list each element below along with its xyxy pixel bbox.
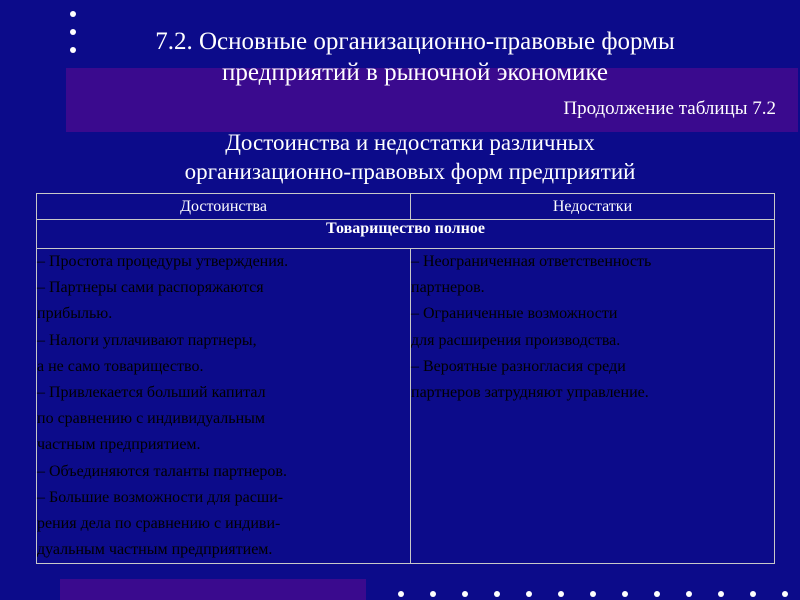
list-item: – Привлекается больший капитал bbox=[37, 384, 266, 402]
list-item: – Простота процедуры утверждения. bbox=[37, 253, 289, 270]
decor-dot bbox=[686, 591, 692, 597]
list-item: прибылью. bbox=[37, 305, 113, 323]
list-item: – Вероятные разногласия среди bbox=[411, 357, 626, 375]
list-item: партнеров затрудняют управление. bbox=[411, 384, 649, 402]
decor-dot bbox=[430, 591, 436, 597]
decor-dot bbox=[590, 591, 596, 597]
list-item: дуальным частным предприятием. bbox=[37, 541, 273, 559]
footer-band bbox=[60, 579, 366, 600]
decor-dot bbox=[782, 591, 788, 597]
decor-dot bbox=[622, 591, 628, 597]
decor-dot bbox=[462, 591, 468, 597]
list-item: по сравнению с индивидуальным bbox=[37, 410, 265, 428]
list-item: рения дела по сравнению с индиви- bbox=[37, 515, 281, 533]
subtitle-line: организационно-правовых форм предприятий bbox=[184, 159, 636, 184]
table-continuation-label: Продолжение таблицы 7.2 bbox=[563, 98, 776, 119]
list-item: партнеров. bbox=[411, 279, 485, 297]
table-subtitle bbox=[120, 128, 700, 186]
decor-dot bbox=[398, 591, 404, 597]
section-row bbox=[37, 220, 775, 249]
section-title: Товарищество полное bbox=[37, 220, 775, 249]
column-header-advantages: Достоинства bbox=[37, 194, 411, 220]
advantages-cell bbox=[37, 249, 411, 564]
decor-dot bbox=[654, 591, 660, 597]
column-header-disadvantages: Недостатки bbox=[411, 194, 775, 220]
table-row bbox=[37, 249, 775, 564]
title-line: 7.2. Основные организационно-правовые формы bbox=[155, 28, 675, 55]
decor-dot bbox=[494, 591, 500, 597]
list-item: – Неограниченная ответственность bbox=[411, 253, 652, 270]
list-item: – Ограниченные возможности bbox=[411, 305, 618, 323]
decor-dot bbox=[70, 11, 76, 17]
title-line: предприятий в рыночной экономике bbox=[221, 59, 609, 86]
list-item: для расширения производства. bbox=[411, 331, 621, 349]
list-item: – Объединяются таланты партнеров. bbox=[37, 462, 287, 480]
list-item: – Партнеры сами распоряжаются bbox=[37, 279, 264, 297]
table-header-row bbox=[37, 194, 775, 220]
page-title bbox=[110, 26, 720, 88]
disadvantages-cell bbox=[411, 249, 775, 564]
decor-dot bbox=[70, 29, 76, 35]
list-item: – Большие возможности для расши- bbox=[37, 488, 284, 506]
list-item: частным предприятием. bbox=[37, 436, 201, 454]
decor-dot bbox=[558, 591, 564, 597]
decor-dot bbox=[718, 591, 724, 597]
decor-dot bbox=[70, 47, 76, 53]
comparison-table bbox=[36, 193, 775, 564]
decor-dot bbox=[526, 591, 532, 597]
list-item: – Налоги уплачивают партнеры, bbox=[37, 331, 257, 349]
list-item: а не само товарищество. bbox=[37, 357, 204, 375]
subtitle-line: Достоинства и недостатки различных bbox=[225, 130, 595, 155]
decor-dot bbox=[750, 591, 756, 597]
